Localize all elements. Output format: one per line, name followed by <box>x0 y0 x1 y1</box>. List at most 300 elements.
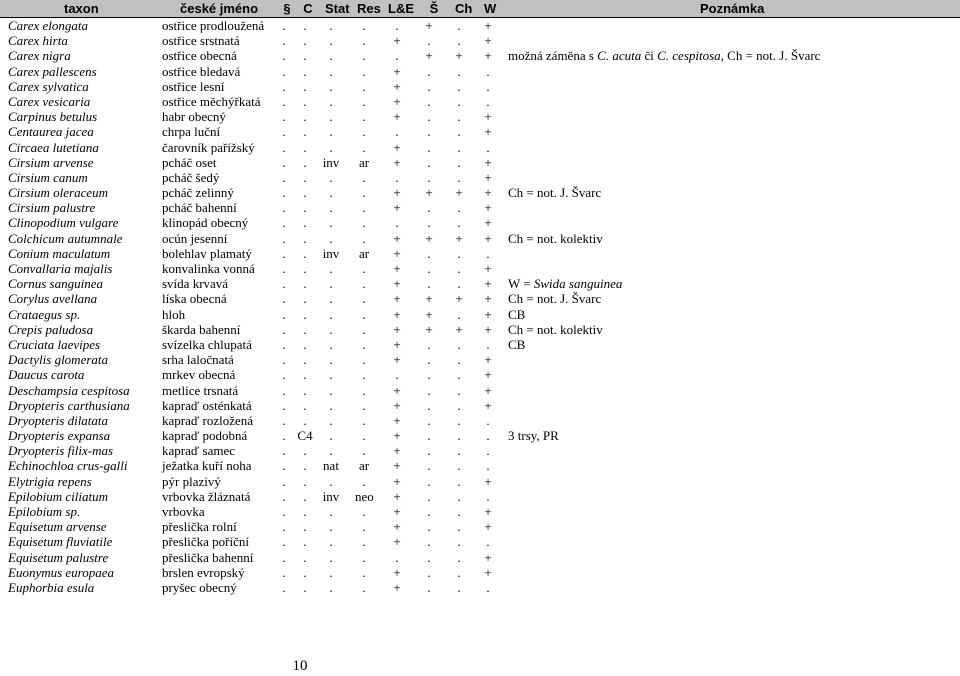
flag-cell: . <box>457 124 461 140</box>
flag-cell: . <box>329 230 333 246</box>
flag-cell: . <box>486 579 490 595</box>
czech-name-cell: hloh <box>162 306 186 322</box>
flag-cell: . <box>486 336 490 352</box>
flag-cell: + <box>393 382 401 398</box>
flag-cell: . <box>457 261 461 276</box>
flag-cell: + <box>425 48 433 64</box>
flag-cell: + <box>393 276 401 292</box>
note-cell: možná záměna s C. acuta či C. cespitosa, Ch = not. J. Švarc <box>508 48 821 64</box>
taxon-cell: Clinopodium vulgare <box>8 215 119 231</box>
flag-cell: . <box>457 458 461 474</box>
flag-cell: . <box>486 443 490 459</box>
flag-cell: . <box>329 109 333 125</box>
flag-cell: . <box>362 18 366 33</box>
flag-cell: . <box>362 519 366 535</box>
table-row <box>0 200 960 215</box>
flag-cell: . <box>395 124 399 140</box>
flag-cell: . <box>362 504 366 519</box>
header-s: Š <box>429 1 439 16</box>
flag-cell: . <box>329 397 333 413</box>
flag-cell: . <box>427 534 431 550</box>
flag-cell: . <box>303 306 307 322</box>
flag-cell: . <box>303 534 307 550</box>
flag-cell: . <box>303 109 307 125</box>
flag-cell: . <box>329 93 333 109</box>
taxon-cell: Dryopteris carthusiana <box>8 397 130 413</box>
flag-cell: . <box>395 215 399 231</box>
flag-cell: + <box>484 306 492 322</box>
flag-cell: . <box>427 245 431 261</box>
flag-cell: + <box>393 534 401 550</box>
table-row <box>0 337 960 352</box>
flag-cell: . <box>329 382 333 398</box>
flag-cell: . <box>395 169 399 185</box>
flag-cell: . <box>329 336 333 352</box>
flag-cell: . <box>395 549 399 565</box>
flag-cell: . <box>303 488 307 504</box>
flag-cell: . <box>362 473 366 489</box>
flag-cell: . <box>457 534 461 550</box>
note-cell: Ch = not. kolektiv <box>508 321 603 337</box>
flag-cell: . <box>457 443 461 459</box>
taxon-cell: Cirsium canum <box>8 169 88 185</box>
czech-name-cell: ostřice měchýřkatá <box>162 93 261 109</box>
taxon-cell: Equisetum fluviatile <box>8 534 113 550</box>
taxon-cell: Euonymus europaea <box>8 564 115 580</box>
czech-name-cell: přeslička rolní <box>162 519 237 535</box>
taxon-cell: Dryopteris dilatata <box>8 412 109 428</box>
table-row <box>0 140 960 155</box>
flag-cell: + <box>484 230 492 246</box>
flag-cell: . <box>427 443 431 459</box>
flag-cell: . <box>362 230 366 246</box>
flag-cell: . <box>362 48 366 64</box>
flag-cell: + <box>393 154 401 170</box>
flag-cell: + <box>484 18 492 33</box>
table-row <box>0 215 960 230</box>
flag-cell: . <box>303 124 307 140</box>
table-row <box>0 185 960 200</box>
flag-cell: . <box>303 245 307 261</box>
flag-cell: + <box>393 504 401 519</box>
table-row <box>0 489 960 504</box>
flag-cell: . <box>395 18 399 33</box>
flag-cell: . <box>457 397 461 413</box>
flag-cell: + <box>393 185 401 201</box>
flag-cell: . <box>282 200 286 216</box>
header-taxon: taxon <box>64 1 99 16</box>
table-row <box>0 64 960 79</box>
flag-cell: . <box>457 109 461 125</box>
flag-cell: . <box>282 352 286 368</box>
flag-cell: . <box>329 321 333 337</box>
header-note: Poznámka <box>700 1 765 16</box>
flag-cell: + <box>393 230 401 246</box>
czech-name-cell: vrbovka žláznatá <box>162 488 251 504</box>
flag-cell: + <box>455 185 463 201</box>
flag-cell: . <box>362 412 366 428</box>
flag-cell: . <box>486 458 490 474</box>
table-row <box>0 246 960 261</box>
czech-name-cell: pcháč zelinný <box>162 185 234 201</box>
flag-cell: + <box>484 261 492 276</box>
czech-name-cell: ježatka kuří noha <box>162 458 252 474</box>
taxon-cell: Carex sylvatica <box>8 78 89 94</box>
flag-cell: . <box>427 564 431 580</box>
taxon-cell: Carex vesicaria <box>8 93 91 109</box>
flag-cell: . <box>362 78 366 94</box>
flag-cell: + <box>425 321 433 337</box>
czech-name-cell: svída krvavá <box>162 276 229 292</box>
flag-cell: + <box>455 291 463 307</box>
flag-cell: . <box>486 139 490 155</box>
table-row <box>0 79 960 94</box>
flag-cell: + <box>455 48 463 64</box>
flag-cell: . <box>362 579 366 595</box>
taxon-cell: Cornus sanguinea <box>8 276 103 292</box>
taxon-cell: Cruciata laevipes <box>8 336 101 352</box>
taxon-cell: Dactylis glomerata <box>8 352 109 368</box>
flag-cell: . <box>282 109 286 125</box>
flag-cell: . <box>457 215 461 231</box>
flag-cell: . <box>303 200 307 216</box>
taxon-cell: Carex pallescens <box>8 63 97 79</box>
table-row <box>0 307 960 322</box>
table-row <box>0 94 960 109</box>
flag-cell: . <box>329 549 333 565</box>
flag-cell: . <box>303 352 307 368</box>
flag-cell: inv <box>322 245 340 261</box>
flag-cell: . <box>427 458 431 474</box>
czech-name-cell: mrkev obecná <box>162 367 236 383</box>
flag-cell: . <box>282 412 286 428</box>
flag-cell: . <box>303 291 307 307</box>
flag-cell: . <box>427 367 431 383</box>
table-row <box>0 124 960 139</box>
taxon-cell: Carex hirta <box>8 33 68 49</box>
table-row <box>0 33 960 48</box>
czech-name-cell: brslen evropský <box>162 564 245 580</box>
flag-cell: . <box>362 215 366 231</box>
taxon-cell: Echinochloa crus-galli <box>8 458 128 474</box>
table-row <box>0 367 960 382</box>
czech-name-cell: svízelka chlupatá <box>162 336 252 352</box>
flag-cell: + <box>425 185 433 201</box>
flag-cell: . <box>303 139 307 155</box>
taxon-cell: Crepis paludosa <box>8 321 94 337</box>
flag-cell: . <box>303 336 307 352</box>
flag-cell: . <box>427 93 431 109</box>
flag-cell: . <box>282 154 286 170</box>
table-row <box>0 383 960 398</box>
flag-cell: . <box>457 382 461 398</box>
flag-cell: . <box>362 306 366 322</box>
flag-cell: . <box>282 78 286 94</box>
flag-cell: . <box>282 504 286 519</box>
czech-name-cell: kapraď osténkatá <box>162 397 252 413</box>
flag-cell: + <box>484 154 492 170</box>
flag-cell: inv <box>322 154 340 170</box>
flag-cell: . <box>303 169 307 185</box>
flag-cell: . <box>329 18 333 33</box>
flag-cell: . <box>486 428 490 444</box>
flag-cell: . <box>457 367 461 383</box>
taxon-cell: Conium maculatum <box>8 245 111 261</box>
flag-cell: . <box>282 519 286 535</box>
flag-cell: . <box>329 428 333 444</box>
flag-cell: + <box>425 18 433 33</box>
flag-cell: ar <box>358 154 370 170</box>
flag-cell: . <box>486 488 490 504</box>
page-number: 10 <box>292 658 308 674</box>
flag-cell: . <box>362 261 366 276</box>
flag-cell: . <box>362 336 366 352</box>
flag-cell: . <box>427 504 431 519</box>
czech-name-cell: ostřice obecná <box>162 48 237 64</box>
flag-cell: . <box>457 473 461 489</box>
taxon-cell: Equisetum palustre <box>8 549 109 565</box>
flag-cell: . <box>282 336 286 352</box>
taxon-cell: Deschampsia cespitosa <box>8 382 130 398</box>
flag-cell: . <box>282 139 286 155</box>
flag-cell: + <box>393 458 401 474</box>
flag-cell: . <box>457 352 461 368</box>
flag-cell: + <box>484 109 492 125</box>
flag-cell: . <box>362 564 366 580</box>
flag-cell: + <box>484 200 492 216</box>
flag-cell: . <box>303 48 307 64</box>
flag-cell: . <box>329 367 333 383</box>
table-row <box>0 18 960 33</box>
flag-cell: + <box>393 579 401 595</box>
flag-cell: . <box>427 579 431 595</box>
table-row <box>0 428 960 443</box>
flag-cell: . <box>303 93 307 109</box>
table-row <box>0 550 960 565</box>
flag-cell: . <box>457 276 461 292</box>
czech-name-cell: ostřice lesní <box>162 78 225 94</box>
flag-cell: . <box>362 367 366 383</box>
flag-cell: . <box>457 564 461 580</box>
flag-cell: + <box>425 306 433 322</box>
flag-cell: . <box>303 443 307 459</box>
czech-name-cell: klinopád obecný <box>162 215 249 231</box>
flag-cell: ar <box>358 458 370 474</box>
flag-cell: . <box>303 473 307 489</box>
flag-cell: . <box>282 63 286 79</box>
header-c: C <box>303 1 313 16</box>
flag-cell: . <box>457 78 461 94</box>
flag-cell: . <box>427 109 431 125</box>
flag-cell: + <box>484 215 492 231</box>
flag-cell: . <box>303 185 307 201</box>
flag-cell: + <box>484 564 492 580</box>
taxon-cell: Epilobium ciliatum <box>8 488 109 504</box>
flag-cell: + <box>393 473 401 489</box>
czech-name-cell: líska obecná <box>162 291 227 307</box>
flag-cell: + <box>484 291 492 307</box>
header-stat: Stat <box>325 1 350 16</box>
table-row <box>0 398 960 413</box>
flag-cell: . <box>303 397 307 413</box>
table-row <box>0 291 960 306</box>
flag-cell: . <box>427 412 431 428</box>
czech-name-cell: škarda bahenní <box>162 321 241 337</box>
flag-cell: . <box>282 33 286 49</box>
taxon-cell: Equisetum arvense <box>8 519 107 535</box>
flag-cell: + <box>393 564 401 580</box>
header-w: W <box>484 1 497 16</box>
taxon-cell: Carex elongata <box>8 18 89 33</box>
flag-cell: + <box>393 443 401 459</box>
flag-cell: . <box>329 48 333 64</box>
flag-cell: . <box>329 291 333 307</box>
flag-cell: + <box>484 33 492 49</box>
table-row <box>0 504 960 519</box>
flag-cell: . <box>457 63 461 79</box>
flag-cell: + <box>484 367 492 383</box>
flag-cell: . <box>329 443 333 459</box>
flag-cell: . <box>282 230 286 246</box>
note-cell: 3 trsy, PR <box>508 428 559 444</box>
flag-cell: + <box>484 549 492 565</box>
note-cell: CB <box>508 306 526 322</box>
flag-cell: . <box>303 519 307 535</box>
header-le: L&E <box>388 1 414 16</box>
flag-cell: + <box>393 139 401 155</box>
flag-cell: . <box>362 321 366 337</box>
flag-cell: . <box>282 48 286 64</box>
flag-cell: . <box>303 78 307 94</box>
flag-cell: . <box>457 336 461 352</box>
table-body <box>0 18 960 595</box>
czech-name-cell: ostřice prodloužená <box>162 18 265 33</box>
flag-cell: . <box>282 18 286 33</box>
flag-cell: + <box>393 321 401 337</box>
table-row <box>0 109 960 124</box>
flag-cell: . <box>282 428 286 444</box>
taxon-cell: Cirsium oleraceum <box>8 185 109 201</box>
note-cell: Ch = not. kolektiv <box>508 230 603 246</box>
taxon-cell: Dryopteris expansa <box>8 428 111 444</box>
flag-cell: . <box>329 33 333 49</box>
flag-cell: . <box>303 458 307 474</box>
flag-cell: . <box>427 549 431 565</box>
flag-cell: + <box>484 276 492 292</box>
flag-cell: . <box>303 579 307 595</box>
flag-cell: . <box>329 412 333 428</box>
flag-cell: + <box>425 291 433 307</box>
flag-cell: . <box>329 200 333 216</box>
flag-cell: . <box>362 352 366 368</box>
flag-cell: . <box>457 33 461 49</box>
flag-cell: . <box>282 215 286 231</box>
czech-name-cell: pcháč bahenní <box>162 200 237 216</box>
flag-cell: . <box>303 367 307 383</box>
flag-cell: . <box>486 78 490 94</box>
flag-cell: + <box>393 519 401 535</box>
czech-name-cell: vrbovka <box>162 504 205 519</box>
flag-cell: . <box>457 428 461 444</box>
czech-name-cell: kapraď samec <box>162 443 236 459</box>
flag-cell: . <box>457 169 461 185</box>
flag-cell: + <box>393 78 401 94</box>
flag-cell: . <box>282 458 286 474</box>
flag-cell: . <box>457 504 461 519</box>
flag-cell: . <box>395 367 399 383</box>
flag-cell: . <box>282 93 286 109</box>
table-row <box>0 580 960 595</box>
flag-cell: . <box>427 78 431 94</box>
flag-cell: . <box>282 443 286 459</box>
czech-name-cell: ostřice bledavá <box>162 63 241 79</box>
flag-cell: + <box>393 93 401 109</box>
flag-cell: . <box>303 321 307 337</box>
flag-cell: . <box>329 215 333 231</box>
flag-cell: . <box>457 488 461 504</box>
flag-cell: . <box>362 397 366 413</box>
flag-cell: . <box>303 154 307 170</box>
flag-cell: . <box>282 549 286 565</box>
table-row <box>0 231 960 246</box>
flag-cell: + <box>484 185 492 201</box>
flag-cell: . <box>329 276 333 292</box>
flag-cell: nat <box>323 458 339 474</box>
flag-cell: + <box>484 397 492 413</box>
table-row <box>0 48 960 63</box>
czech-name-cell: čarovník pařížský <box>162 139 255 155</box>
flag-cell: . <box>427 519 431 535</box>
flag-cell: + <box>393 352 401 368</box>
flag-cell: . <box>427 139 431 155</box>
note-cell: CB <box>508 336 526 352</box>
flag-cell: . <box>282 276 286 292</box>
flag-cell: . <box>486 245 490 261</box>
flag-cell: . <box>329 78 333 94</box>
flag-cell: . <box>329 139 333 155</box>
taxon-cell: Dryopteris filix-mas <box>8 443 114 459</box>
flag-cell: + <box>455 321 463 337</box>
flag-cell: . <box>427 428 431 444</box>
note-cell: W = Swida sanguinea <box>508 276 623 292</box>
flag-cell: . <box>362 428 366 444</box>
table-row <box>0 276 960 291</box>
flag-cell: + <box>484 169 492 185</box>
taxon-cell: Cirsium arvense <box>8 154 94 170</box>
flag-cell: . <box>427 397 431 413</box>
flag-cell: + <box>484 352 492 368</box>
flag-cell: + <box>393 428 401 444</box>
flag-cell: . <box>303 261 307 276</box>
table-row <box>0 458 960 473</box>
flag-cell: . <box>486 63 490 79</box>
table-row <box>0 474 960 489</box>
table-row <box>0 565 960 580</box>
flag-cell: . <box>362 382 366 398</box>
note-cell: Ch = not. J. Švarc <box>508 291 602 307</box>
flag-cell: + <box>484 48 492 64</box>
flag-cell: + <box>484 519 492 535</box>
czech-name-cell: pcháč šedý <box>162 169 220 185</box>
czech-name-cell: srha laločnatá <box>162 352 234 368</box>
flag-cell: . <box>362 291 366 307</box>
czech-name-cell: pcháč oset <box>162 154 217 170</box>
flag-cell: . <box>457 412 461 428</box>
flag-cell: . <box>427 154 431 170</box>
flag-cell: + <box>484 124 492 140</box>
flag-cell: + <box>393 109 401 125</box>
taxon-cell: Circaea lutetiana <box>8 139 99 155</box>
